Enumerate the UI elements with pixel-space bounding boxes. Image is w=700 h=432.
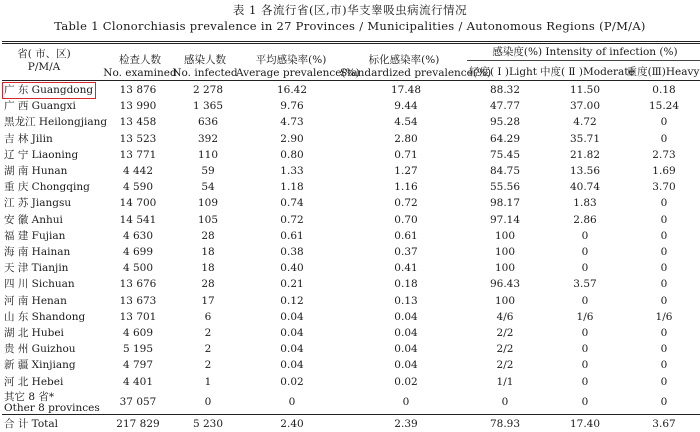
cell-heavy: 1/6 <box>655 310 673 323</box>
intensity-subrule <box>467 60 700 61</box>
cell-heavy: 0 <box>660 359 668 372</box>
table-row <box>0 325 700 341</box>
cell-light: 2/2 <box>496 359 514 372</box>
cell-examined: 13 876 <box>119 84 157 96</box>
cell-examined: 13 458 <box>119 116 157 129</box>
cell-light: 100 <box>494 246 516 259</box>
cell-avg: 0 <box>288 396 296 409</box>
table-row <box>0 416 700 432</box>
table-row <box>0 228 700 244</box>
header-region-en: P/M/A <box>27 61 61 73</box>
cell-region: 江 苏 Jiangsu <box>4 197 72 210</box>
cell-region: 贵 州 Guizhou <box>4 343 76 356</box>
cell-heavy: 0 <box>660 327 668 340</box>
cell-region: 湖 北 Hubei <box>4 327 64 340</box>
table-row <box>0 163 700 179</box>
cell-examined: 37 057 <box>119 396 157 409</box>
cell-avg: 0.04 <box>280 327 304 340</box>
table-row <box>0 114 700 130</box>
cell-region: 安 徽 Anhui <box>4 213 63 226</box>
cell-region-line2: Other 8 provinces <box>4 401 100 414</box>
cell-heavy: 0 <box>660 294 668 307</box>
header-standardized-en: Standardized prevalence(%) <box>340 67 492 79</box>
cell-heavy: 0 <box>660 375 668 388</box>
cell-examined: 4 609 <box>122 327 154 340</box>
header-examined-cn: 检查人数 <box>119 54 161 66</box>
cell-region: 河 北 Hebei <box>4 375 64 388</box>
cell-std: 0.04 <box>394 310 418 323</box>
cell-avg: 0.12 <box>280 294 304 307</box>
cell-light: 1/1 <box>496 375 514 388</box>
cell-examined: 13 771 <box>119 148 157 161</box>
header-region <box>4 48 84 74</box>
cell-avg: 0.04 <box>280 343 304 356</box>
cell-light: 78.93 <box>489 417 521 430</box>
cell-light: 4/6 <box>496 310 514 323</box>
header-average <box>236 54 360 80</box>
cell-std: 0.04 <box>394 343 418 356</box>
cell-light: 95.28 <box>489 116 521 129</box>
cell-examined: 13 701 <box>119 310 157 323</box>
cell-examined: 217 829 <box>116 417 160 430</box>
cell-moderate: 0 <box>581 229 589 242</box>
cell-light: 0 <box>501 396 509 409</box>
cell-infected: 2 <box>204 343 212 356</box>
header-examined-en: No. examined <box>103 67 177 79</box>
cell-std: 0.70 <box>394 213 418 226</box>
cell-moderate: 11.50 <box>569 84 601 96</box>
cell-infected: 2 <box>204 359 212 372</box>
cell-avg: 4.73 <box>280 116 304 129</box>
cell-moderate: 3.57 <box>573 278 597 291</box>
cell-std: 2.80 <box>394 132 418 145</box>
cell-avg: 0.38 <box>280 246 304 259</box>
cell-moderate: 13.56 <box>569 165 601 178</box>
cell-heavy: 0 <box>660 132 668 145</box>
cell-infected: 5 230 <box>192 417 224 430</box>
cell-avg: 2.90 <box>280 132 304 145</box>
cell-avg: 0.04 <box>280 310 304 323</box>
cell-moderate: 2.86 <box>573 213 597 226</box>
cell-avg: 1.33 <box>280 165 304 178</box>
cell-heavy: 0 <box>660 262 668 275</box>
cell-heavy: 0 <box>660 229 668 242</box>
cell-avg: 0.80 <box>280 148 304 161</box>
table-row <box>0 374 700 390</box>
cell-region: 湖 南 Hunan <box>4 165 68 178</box>
table-row <box>0 341 700 357</box>
cell-std: 0.13 <box>394 294 418 307</box>
cell-infected: 18 <box>201 262 215 275</box>
cell-moderate: 0 <box>581 327 589 340</box>
cell-avg: 0.21 <box>280 278 304 291</box>
cell-examined: 4 442 <box>122 165 154 178</box>
cell-heavy: 15.24 <box>648 100 680 113</box>
cell-infected: 59 <box>201 165 215 178</box>
table-row <box>0 309 700 325</box>
cell-std: 0.72 <box>394 197 418 210</box>
cell-light: 96.43 <box>489 278 521 291</box>
header-heavy: 重度(Ⅲ)Heavy <box>626 66 700 78</box>
table-title-en: Table 1 Clonorchiasis prevalence in 27 Provinces / Municipalities / Autonomous Regions (P/M/A) <box>54 19 646 33</box>
cell-examined: 13 523 <box>119 132 157 145</box>
cell-moderate: 0 <box>581 396 589 409</box>
cell-std: 0.18 <box>394 278 418 291</box>
cell-examined: 14 700 <box>119 197 157 210</box>
bottom-rule <box>2 414 700 415</box>
cell-std: 0 <box>402 396 410 409</box>
header-moderate: 中度( Ⅱ )Moderate <box>540 66 635 78</box>
cell-light: 100 <box>494 229 516 242</box>
cell-moderate: 1.83 <box>573 197 597 210</box>
cell-infected: 2 <box>204 327 212 340</box>
cell-heavy: 0 <box>660 396 668 409</box>
cell-region: 山 东 Shandong <box>4 310 86 323</box>
cell-avg: 9.76 <box>280 100 304 113</box>
cell-infected: 54 <box>201 181 215 194</box>
cell-std: 0.71 <box>394 148 418 161</box>
header-infected-cn: 感染人数 <box>184 54 226 66</box>
cell-region: 新 疆 Xinjiang <box>4 359 76 372</box>
cell-heavy: 0 <box>660 213 668 226</box>
cell-std: 0.04 <box>394 359 418 372</box>
cell-heavy: 0 <box>660 343 668 356</box>
cell-std: 2.39 <box>394 417 418 430</box>
cell-infected: 110 <box>197 148 219 161</box>
cell-infected: 28 <box>201 229 215 242</box>
cell-moderate: 37.00 <box>569 100 601 113</box>
table-row <box>0 276 700 292</box>
cell-avg: 0.74 <box>280 197 304 210</box>
cell-examined: 13 990 <box>119 100 157 113</box>
header-average-en: Average prevalence(%) <box>236 67 360 79</box>
cell-region: 合 计 Total <box>4 417 59 430</box>
cell-region: 重 庆 Chongqing <box>4 181 90 194</box>
cell-examined: 4 500 <box>122 262 154 275</box>
cell-std: 4.54 <box>394 116 418 129</box>
cell-infected: 109 <box>197 197 219 210</box>
table-row <box>0 357 700 373</box>
cell-avg: 2.40 <box>280 417 304 430</box>
header-standardized <box>340 54 492 80</box>
cell-moderate: 17.40 <box>569 417 601 430</box>
cell-std: 9.44 <box>394 100 418 113</box>
cell-region: 广 东 Guangdong <box>4 84 94 96</box>
cell-region: 四 川 Sichuan <box>4 278 75 291</box>
cell-light: 88.32 <box>489 84 521 96</box>
cell-std: 0.61 <box>394 229 418 242</box>
cell-avg: 0.02 <box>280 375 304 388</box>
cell-std: 1.16 <box>394 181 418 194</box>
cell-examined: 13 673 <box>119 294 157 307</box>
cell-region: 河 南 Henan <box>4 294 67 307</box>
cell-region <box>0 390 100 416</box>
cell-avg: 16.42 <box>276 84 308 96</box>
cell-moderate: 0 <box>581 294 589 307</box>
cell-heavy: 0 <box>660 278 668 291</box>
cell-heavy: 0 <box>660 197 668 210</box>
cell-infected: 18 <box>201 246 215 259</box>
cell-heavy: 0 <box>660 116 668 129</box>
cell-region: 天 津 Tianjin <box>4 262 69 275</box>
header-rule <box>2 80 700 81</box>
cell-region: 吉 林 Jilin <box>4 132 53 145</box>
prevalence-table <box>0 82 700 432</box>
cell-light: 47.77 <box>489 100 521 113</box>
cell-light: 97.14 <box>489 213 521 226</box>
cell-avg: 0.04 <box>280 359 304 372</box>
cell-light: 55.56 <box>489 181 521 194</box>
cell-avg: 0.40 <box>280 262 304 275</box>
cell-light: 84.75 <box>489 165 521 178</box>
cell-infected: 636 <box>197 116 219 129</box>
table-row <box>0 131 700 147</box>
cell-heavy: 0.18 <box>652 84 676 96</box>
header-light: 轻度( Ⅰ )Light <box>468 66 538 78</box>
cell-light: 100 <box>494 294 516 307</box>
table-row <box>0 293 700 309</box>
cell-heavy: 2.73 <box>652 148 676 161</box>
cell-std: 0.02 <box>394 375 418 388</box>
table-row <box>0 98 700 114</box>
cell-std: 0.41 <box>394 262 418 275</box>
cell-moderate: 0 <box>581 375 589 388</box>
cell-moderate: 35.71 <box>569 132 601 145</box>
highlight-box <box>2 82 96 99</box>
header-infected <box>170 54 240 80</box>
cell-heavy: 3.70 <box>652 181 676 194</box>
cell-infected: 105 <box>197 213 219 226</box>
top-rule <box>2 41 700 42</box>
cell-examined: 5 195 <box>122 343 154 356</box>
cell-examined: 4 630 <box>122 229 154 242</box>
cell-region: 广 西 Guangxi <box>4 100 76 113</box>
cell-light: 64.29 <box>489 132 521 145</box>
header-examined <box>100 54 180 80</box>
cell-examined: 14 541 <box>119 213 157 226</box>
cell-std: 17.48 <box>390 84 422 96</box>
cell-examined: 4 797 <box>122 359 154 372</box>
cell-moderate: 0 <box>581 343 589 356</box>
cell-avg: 0.72 <box>280 213 304 226</box>
table-title-cn: 表 1 各流行省(区,市)华支睾吸虫病流行情况 <box>232 3 468 17</box>
cell-infected: 28 <box>201 278 215 291</box>
cell-infected: 392 <box>197 132 219 145</box>
cell-infected: 0 <box>204 396 212 409</box>
table-row <box>0 82 700 98</box>
cell-std: 1.27 <box>394 165 418 178</box>
table-row <box>0 195 700 211</box>
cell-examined: 4 699 <box>122 246 154 259</box>
table-row <box>0 390 700 416</box>
cell-avg: 1.18 <box>280 181 304 194</box>
table-row <box>0 244 700 260</box>
cell-examined: 4 590 <box>122 181 154 194</box>
cell-light: 2/2 <box>496 343 514 356</box>
table-row <box>0 179 700 195</box>
cell-std: 0.37 <box>394 246 418 259</box>
cell-light: 98.17 <box>489 197 521 210</box>
cell-region: 辽 宁 Liaoning <box>4 148 79 161</box>
cell-moderate: 0 <box>581 262 589 275</box>
cell-infected: 6 <box>204 310 212 323</box>
cell-region: 海 南 Hainan <box>4 246 71 259</box>
cell-region: 黑龙江 Heilongjiang <box>4 116 108 129</box>
table-row <box>0 260 700 276</box>
cell-light: 75.45 <box>489 148 521 161</box>
table-row <box>0 212 700 228</box>
cell-moderate: 21.82 <box>569 148 601 161</box>
header-average-cn: 平均感染率(%) <box>255 54 327 66</box>
cell-examined: 13 676 <box>119 278 157 291</box>
cell-heavy: 3.67 <box>652 417 676 430</box>
cell-infected: 1 365 <box>192 100 224 113</box>
cell-std: 0.04 <box>394 327 418 340</box>
cell-infected: 17 <box>201 294 215 307</box>
header-intensity: 感染度(%) Intensity of infection (%) <box>492 46 678 58</box>
header-standardized-cn: 标化感染率(%) <box>368 54 440 66</box>
cell-light: 2/2 <box>496 327 514 340</box>
cell-moderate: 1/6 <box>576 310 594 323</box>
cell-moderate: 4.72 <box>573 116 597 129</box>
cell-heavy: 1.69 <box>652 165 676 178</box>
table-row <box>0 147 700 163</box>
cell-moderate: 0 <box>581 359 589 372</box>
cell-light: 100 <box>494 262 516 275</box>
cell-infected: 1 <box>204 375 212 388</box>
cell-region-line1: 其它 8 省* <box>4 390 55 403</box>
header-region-cn: 省( 市、区) <box>17 48 71 60</box>
cell-heavy: 0 <box>660 246 668 259</box>
cell-examined: 4 401 <box>122 375 154 388</box>
header-infected-en: No. infected <box>172 67 238 79</box>
cell-moderate: 40.74 <box>569 181 601 194</box>
cell-avg: 0.61 <box>280 229 304 242</box>
cell-infected: 2 278 <box>192 84 224 96</box>
cell-region: 福 建 Fujian <box>4 229 66 242</box>
top-rule-double <box>2 43 700 44</box>
cell-moderate: 0 <box>581 246 589 259</box>
